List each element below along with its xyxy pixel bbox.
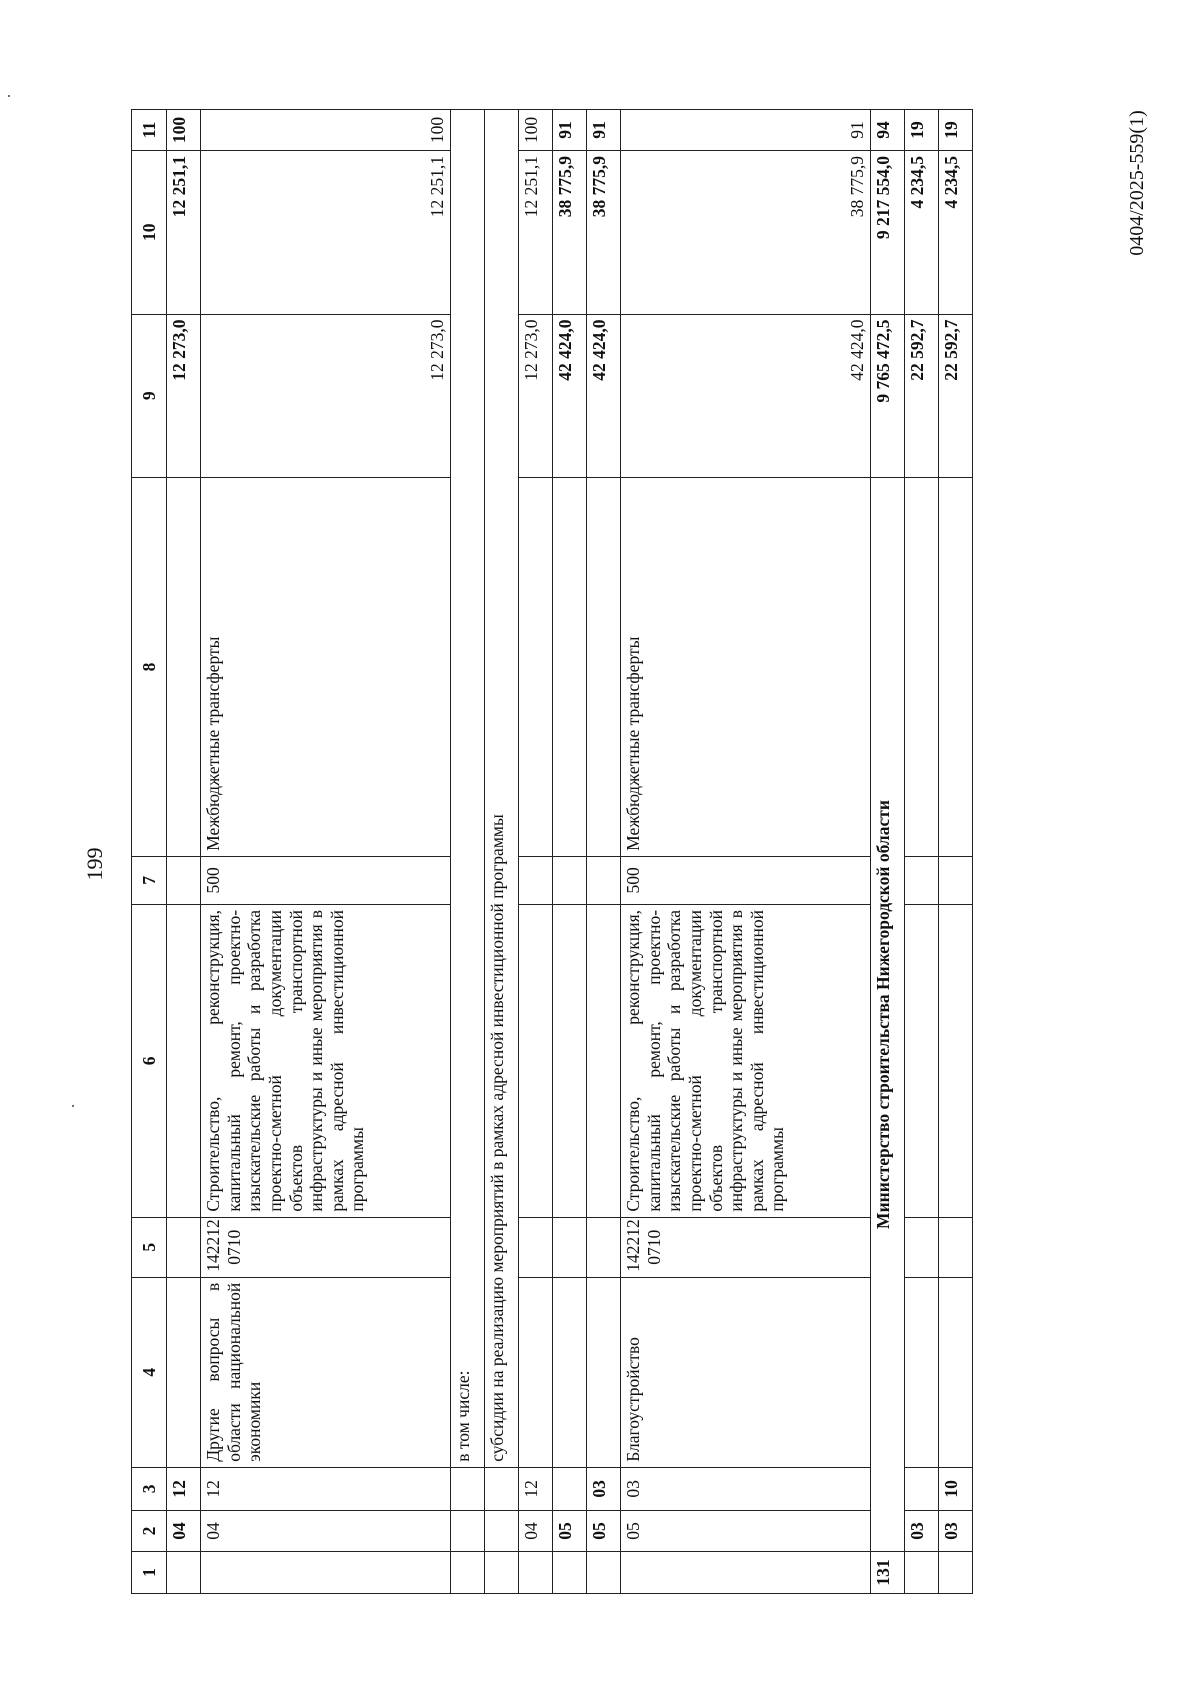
- cell-c11: 94: [871, 110, 905, 151]
- cell-c2: 04: [201, 1511, 451, 1552]
- cell-c7: [939, 856, 973, 904]
- cell-c6: [939, 904, 973, 1217]
- scan-speck: [72, 1105, 74, 1107]
- cell-c6: [587, 904, 621, 1217]
- cell-c3: 10: [939, 1467, 973, 1510]
- cell-c11: 91: [587, 110, 621, 151]
- cell-c6: Строительство, реконструкция, капитальный ремонт, проектно-изыскательские работы и разработка проектно-сметной документации объектов транспортной инфраструктуры и иные мероприятия в рамках адресной инвестиционной программы: [201, 904, 451, 1217]
- cell-c3: [905, 1467, 939, 1510]
- cell-c2: 04: [167, 1511, 201, 1552]
- cell-c2: 03: [905, 1511, 939, 1552]
- cell-c6: Строительство, реконструкция, капитальный ремонт, проектно-изыскательские работы и разработка проектно-сметной документации объектов транспортной инфраструктуры и иные мероприятия в рамках адресной инвестиционной программы: [621, 904, 871, 1217]
- cell-c8: [519, 478, 553, 857]
- cell-c7: [587, 856, 621, 904]
- cell-c2: [451, 1511, 485, 1552]
- cell-c3: 03: [587, 1467, 621, 1510]
- ministry-row: [871, 110, 905, 1594]
- column-header-6: 6: [132, 904, 167, 1217]
- table-row: [167, 110, 201, 1594]
- cell-c11: 91: [553, 110, 587, 151]
- cell-c1: [553, 1551, 587, 1593]
- table-row: [553, 110, 587, 1594]
- column-header-5: 5: [132, 1217, 167, 1277]
- cell-c1: [621, 1551, 871, 1593]
- cell-c10: 12 251,1: [167, 150, 201, 314]
- cell-c8: Межбюджетные трансферты: [621, 478, 871, 857]
- detail-row: [201, 110, 451, 1594]
- cell-c10: 4 234,5: [905, 150, 939, 314]
- cell-c9: 12 273,0: [167, 314, 201, 478]
- cell-c8: [939, 478, 973, 857]
- cell-c1: [201, 1551, 451, 1593]
- cell-c8: [905, 478, 939, 857]
- cell-c9: 42 424,0: [621, 314, 871, 478]
- cell-c3: 12: [201, 1467, 451, 1510]
- cell-c9: 12 273,0: [201, 314, 451, 478]
- cell-c4: [905, 1277, 939, 1467]
- cell-c9: 9 765 472,5: [871, 314, 905, 478]
- cell-c7: 500: [621, 856, 871, 904]
- label-row: [485, 110, 519, 1594]
- column-header-1: 1: [132, 1551, 167, 1593]
- cell-c4: [553, 1277, 587, 1467]
- cell-c11: 91: [621, 110, 871, 151]
- cell-c3: 12: [519, 1467, 553, 1510]
- cell-c4: [519, 1277, 553, 1467]
- page-number: 199: [82, 847, 107, 881]
- cell-c6: [553, 904, 587, 1217]
- cell-c9: 12 273,0: [519, 314, 553, 478]
- cell-c5: [167, 1217, 201, 1277]
- cell-c11: 100: [167, 110, 201, 151]
- cell-c7: [553, 856, 587, 904]
- cell-c11: 19: [939, 110, 973, 151]
- cell-c10: 38 775,9: [553, 150, 587, 314]
- label-text: в том числе:: [451, 110, 485, 1468]
- cell-c1: 131: [871, 1551, 905, 1593]
- cell-c4: Благоустройство: [621, 1277, 871, 1467]
- cell-c3: 12: [167, 1467, 201, 1510]
- scan-speck: [8, 95, 10, 97]
- cell-c1: [485, 1551, 519, 1593]
- cell-c3: [553, 1467, 587, 1510]
- cell-c11: 100: [519, 110, 553, 151]
- cell-c2: 03: [939, 1511, 973, 1552]
- cell-c8: [167, 478, 201, 857]
- cell-c9: 22 592,7: [905, 314, 939, 478]
- cell-c6: [167, 904, 201, 1217]
- cell-c5: [905, 1217, 939, 1277]
- cell-c5: [587, 1217, 621, 1277]
- cell-c10: 9 217 554,0: [871, 150, 905, 314]
- cell-c5: 142212 0710: [621, 1217, 871, 1277]
- label-text: субсидии на реализацию мероприятий в рамках адресной инвестиционной программы: [485, 110, 519, 1468]
- budget-table: [131, 109, 973, 1594]
- column-header-2: 2: [132, 1511, 167, 1552]
- cell-c4: [939, 1277, 973, 1467]
- cell-c8: Межбюджетные трансферты: [201, 478, 451, 857]
- cell-c8: [553, 478, 587, 857]
- cell-c2: 05: [587, 1511, 621, 1552]
- column-header-3: 3: [132, 1467, 167, 1510]
- column-header-4: 4: [132, 1277, 167, 1467]
- cell-c3: 03: [621, 1467, 871, 1510]
- cell-c5: 142212 0710: [201, 1217, 451, 1277]
- label-row: [451, 110, 485, 1594]
- cell-c10: 38 775,9: [587, 150, 621, 314]
- cell-c9: 42 424,0: [587, 314, 621, 478]
- document-code: 0404/2025-559(1): [1126, 110, 1148, 256]
- column-header-10: 10: [132, 150, 167, 314]
- cell-c10: 12 251,1: [201, 150, 451, 314]
- cell-c11: 100: [201, 110, 451, 151]
- cell-c7: 500: [201, 856, 451, 904]
- cell-c5: [939, 1217, 973, 1277]
- cell-c3: [451, 1467, 485, 1510]
- table-row: [519, 110, 553, 1594]
- cell-c1: [167, 1551, 201, 1593]
- cell-c2: 04: [519, 1511, 553, 1552]
- cell-c9: 42 424,0: [553, 314, 587, 478]
- cell-c1: [587, 1551, 621, 1593]
- cell-c3: [485, 1467, 519, 1510]
- cell-c7: [519, 856, 553, 904]
- rotated-table-container: [131, 109, 1030, 1594]
- column-header-11: 11: [132, 110, 167, 151]
- table-row: [905, 110, 939, 1594]
- cell-c6: [905, 904, 939, 1217]
- cell-c10: 38 775,9: [621, 150, 871, 314]
- cell-c4: Другие вопросы в области национальной экономики: [201, 1277, 451, 1467]
- table-row: [587, 110, 621, 1594]
- cell-c10: 4 234,5: [939, 150, 973, 314]
- table-row: [939, 110, 973, 1594]
- cell-c1: [905, 1551, 939, 1593]
- cell-c5: [553, 1217, 587, 1277]
- cell-c1: [939, 1551, 973, 1593]
- ministry-name: Министерство строительства Нижегородской области: [871, 478, 905, 1552]
- cell-c4: [587, 1277, 621, 1467]
- column-header-8: 8: [132, 478, 167, 857]
- table-body: [167, 110, 973, 1594]
- cell-c5: [519, 1217, 553, 1277]
- cell-c1: [451, 1551, 485, 1593]
- cell-c10: 12 251,1: [519, 150, 553, 314]
- cell-c7: [905, 856, 939, 904]
- header-row: [132, 110, 167, 1594]
- cell-c4: [167, 1277, 201, 1467]
- detail-row: [621, 110, 871, 1594]
- column-header-7: 7: [132, 856, 167, 904]
- cell-c9: 22 592,7: [939, 314, 973, 478]
- cell-c1: [519, 1551, 553, 1593]
- cell-c7: [167, 856, 201, 904]
- cell-c2: 05: [621, 1511, 871, 1552]
- cell-c8: [587, 478, 621, 857]
- cell-c2: 05: [553, 1511, 587, 1552]
- cell-c2: [485, 1511, 519, 1552]
- cell-c11: 19: [905, 110, 939, 151]
- column-header-9: 9: [132, 314, 167, 478]
- cell-c6: [519, 904, 553, 1217]
